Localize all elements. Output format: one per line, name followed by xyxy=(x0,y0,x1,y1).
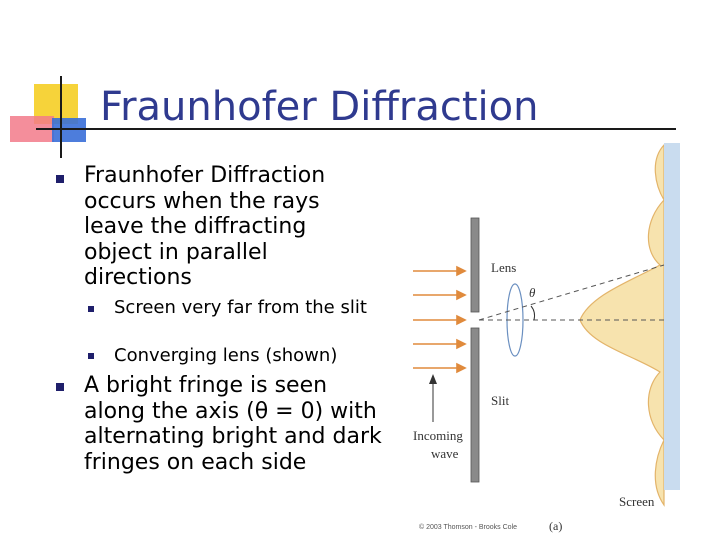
sub-bullet-1: Screen very far from the slit xyxy=(114,297,367,318)
diffraction-figure xyxy=(405,140,705,540)
slit-barrier-bottom xyxy=(471,328,479,482)
incoming-wave-arrowhead xyxy=(429,374,437,384)
panel-label: (a) xyxy=(549,519,563,533)
intensity-pattern xyxy=(580,145,664,505)
incoming-arrows xyxy=(413,267,465,372)
theta-arc xyxy=(531,306,535,320)
slit-label: Slit xyxy=(491,393,510,408)
incoming-label-1: Incoming xyxy=(413,428,463,443)
lens-label: Lens xyxy=(491,260,517,275)
screen-bar xyxy=(664,143,680,490)
slit-barrier-top xyxy=(471,218,479,312)
theta-label: θ xyxy=(529,285,536,300)
bullet-marker xyxy=(56,175,64,183)
copyright-label: © 2003 Thomson - Brooks Cole xyxy=(419,524,518,531)
sub-bullet-marker xyxy=(88,306,94,312)
incoming-label-2: wave xyxy=(431,446,459,461)
bullet-marker xyxy=(56,383,64,391)
vertical-line xyxy=(60,76,62,158)
bullet-1: Fraunhofer Diffraction occurs when the rays leave the diffracting object in parallel directions xyxy=(84,163,326,290)
bullet-2: A bright fringe is seen along the axis (θ = 0) with alternating bright and dark fringes on each side xyxy=(84,373,382,475)
screen-label: Screen xyxy=(619,494,655,509)
sub-bullet-2: Converging lens (shown) xyxy=(114,345,338,366)
slide-title: Fraunhofer Diffraction xyxy=(100,84,539,130)
sub-bullet-marker xyxy=(88,353,94,359)
blue-block xyxy=(52,118,86,142)
